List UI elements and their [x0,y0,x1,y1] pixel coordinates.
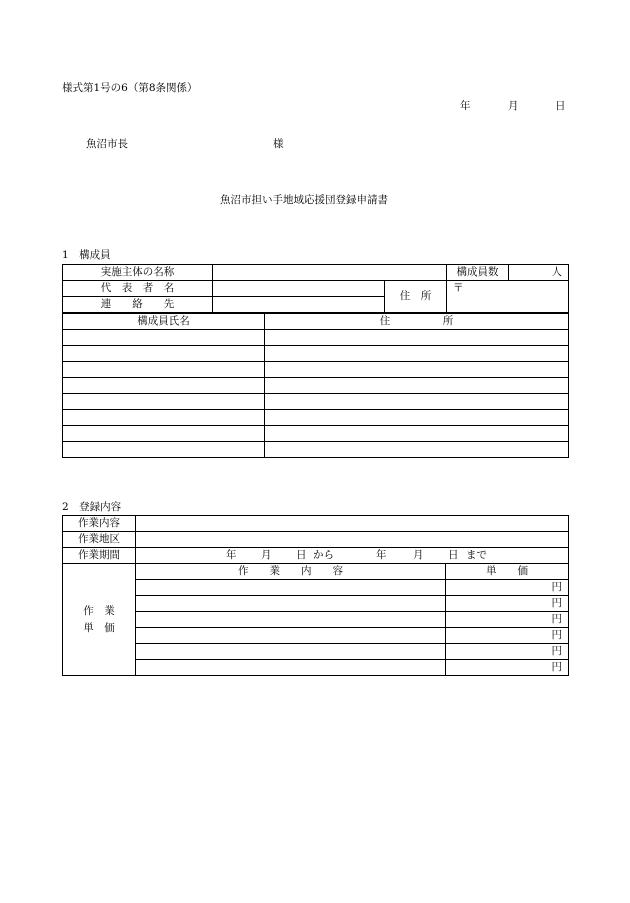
member-address-cell[interactable] [265,442,569,458]
table-row [63,644,569,660]
date-month-label: 月 [508,100,519,112]
member-name-header: 構成員氏名 [63,314,265,330]
period-from: から [313,549,334,561]
representative-field[interactable] [213,281,385,297]
section1-heading: 1 構成員 [62,249,111,261]
period-year1: 年 [226,549,237,561]
yen-unit: 円 [551,613,562,626]
member-address-cell[interactable] [265,394,569,410]
member-name-cell[interactable] [63,330,265,346]
yen-unit: 円 [551,629,562,642]
member-name-cell[interactable] [63,346,265,362]
table-row [63,362,569,378]
period-month2: 月 [413,549,424,561]
work-detail-cell[interactable] [136,580,446,596]
address-field[interactable] [447,281,569,313]
member-count-label: 構成員数 [447,265,509,281]
table-row [63,346,569,362]
table-row [63,410,569,426]
unit-price-cell[interactable] [446,596,569,612]
yen-unit: 円 [551,661,562,674]
yen-unit: 円 [551,581,562,594]
member-name-cell[interactable] [63,426,265,442]
table-row [63,628,569,644]
member-address-cell[interactable] [265,410,569,426]
period-day1: 日 [296,549,307,561]
form-number: 様式第1号の6（第8条関係） [62,82,198,94]
address-label: 住 所 [385,281,447,313]
table-row [63,442,569,458]
table-row [63,378,569,394]
org-name-label: 実施主体の名称 [63,265,213,281]
honorific: 様 [273,138,284,150]
work-detail-cell[interactable] [136,628,446,644]
table-row [63,426,569,442]
table-row [63,596,569,612]
member-name-cell[interactable] [63,442,265,458]
member-address-cell[interactable] [265,362,569,378]
member-name-cell[interactable] [63,378,265,394]
unit-price-cell[interactable] [446,612,569,628]
work-period-label: 作業期間 [63,548,136,564]
unit-price-label-line1: 作 業 [83,604,115,617]
contact-field[interactable] [213,297,385,313]
date-year-label: 年 [460,100,471,112]
unit-price-cell[interactable] [446,628,569,644]
yen-unit: 円 [551,645,562,658]
table-row [63,612,569,628]
table-row [63,660,569,676]
unit-price-cell[interactable] [446,660,569,676]
postal-mark: 〒 [453,282,464,294]
unit-price-block-label [63,564,136,676]
addressee: 魚沼市長 [86,138,128,150]
member-address-cell[interactable] [265,330,569,346]
yen-unit: 円 [551,597,562,610]
member-name-cell[interactable] [63,394,265,410]
member-address-cell[interactable] [265,346,569,362]
member-address-header: 住 所 [265,314,569,330]
members-table [62,313,569,458]
work-content-label: 作業内容 [63,516,136,532]
work-detail-cell[interactable] [136,660,446,676]
unit-price-cell[interactable] [446,644,569,660]
unit-price-header: 単 価 [446,564,569,580]
member-name-cell[interactable] [63,362,265,378]
representative-label: 代 表 者 名 [63,281,213,297]
work-area-label: 作業地区 [63,532,136,548]
work-area-field[interactable] [136,532,569,548]
document-title: 魚沼市担い手地域応援団登録申請書 [220,194,388,206]
member-address-cell[interactable] [265,378,569,394]
member-address-cell[interactable] [265,426,569,442]
period-month1: 月 [261,549,272,561]
member-count-field[interactable] [509,265,569,281]
org-name-field[interactable] [213,265,447,281]
member-name-cell[interactable] [63,410,265,426]
contact-label: 連 絡 先 [63,297,213,313]
table-row [63,580,569,596]
applicant-table [62,264,569,313]
period-day2: 日 [448,549,459,561]
table-row [63,394,569,410]
registration-table [62,515,569,676]
member-count-unit: 人 [551,266,562,279]
work-detail-cell[interactable] [136,596,446,612]
table-row [63,330,569,346]
work-detail-cell[interactable] [136,644,446,660]
unit-price-label-line2: 単 価 [83,621,115,634]
work-detail-cell[interactable] [136,612,446,628]
work-detail-header: 作 業 内 容 [136,564,446,580]
work-period-field[interactable] [136,548,569,564]
date-day-label: 日 [555,100,566,112]
period-until: まで [466,549,487,561]
work-content-field[interactable] [136,516,569,532]
period-year2: 年 [376,549,387,561]
unit-price-cell[interactable] [446,580,569,596]
section2-heading: 2 登録内容 [62,501,122,513]
